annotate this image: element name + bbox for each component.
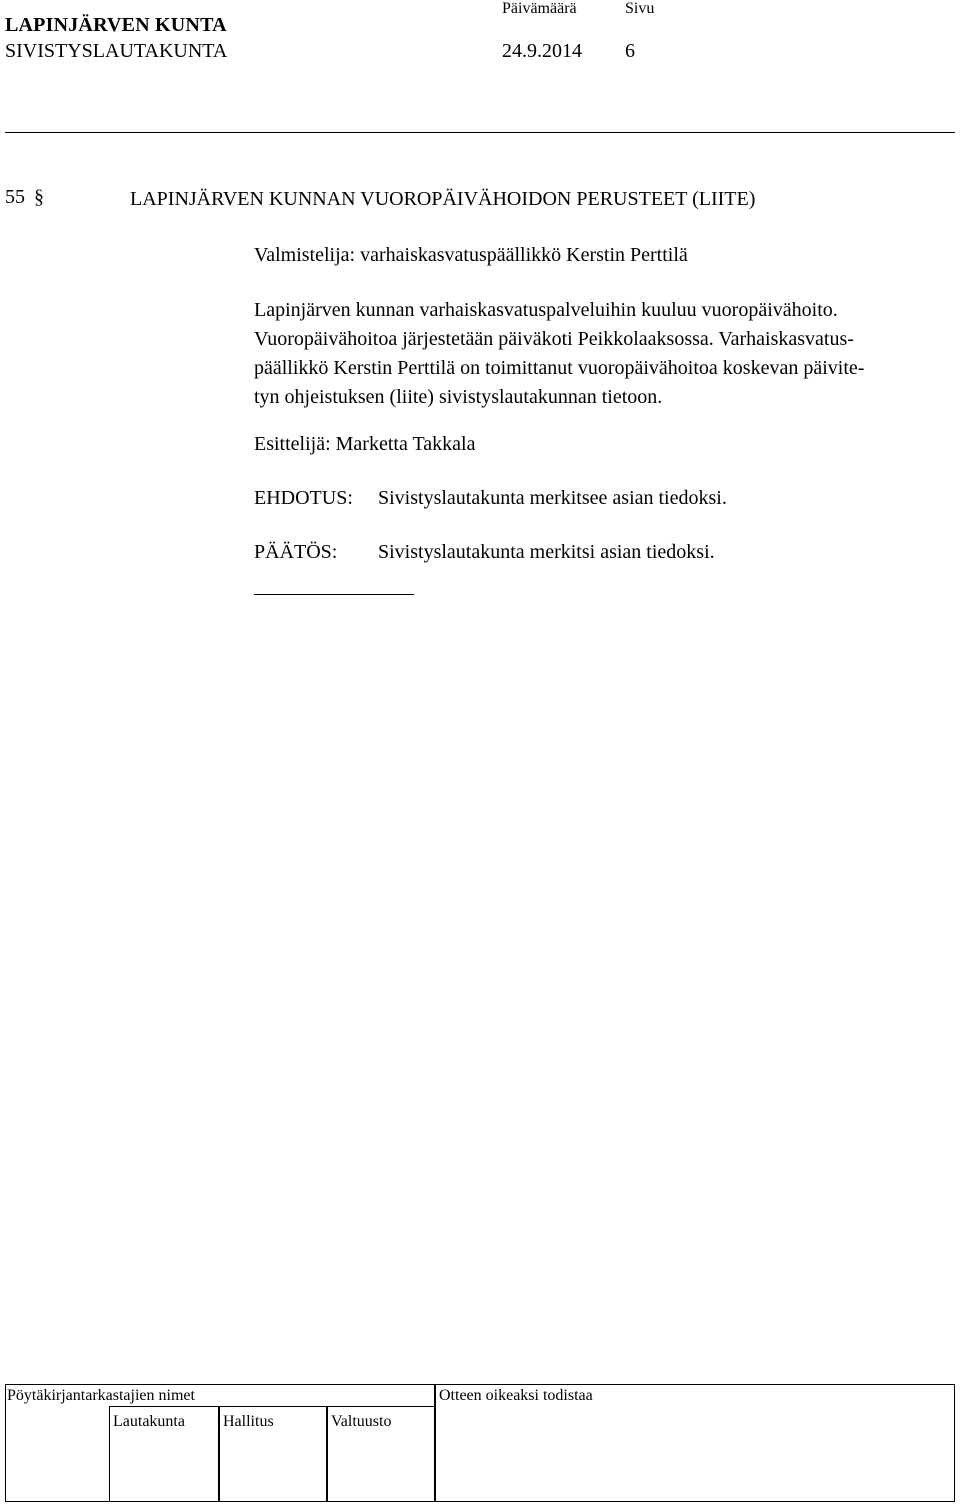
date-label: Päivämäärä	[502, 0, 577, 17]
body-line: Vuoropäivähoitoa järjestetään päiväkoti Peikkolaaksossa. Varhaiskasvatus-	[254, 328, 854, 350]
certified-label: Otteen oikeaksi todistaa	[439, 1387, 593, 1404]
proposal-text: Sivistyslautakunta merkitsee asian tiedoksi.	[378, 487, 727, 509]
section-mark: §	[34, 186, 44, 208]
closing-underline	[254, 594, 414, 595]
column-hallitus-label: Hallitus	[223, 1413, 274, 1430]
date-value: 24.9.2014	[502, 40, 582, 62]
proposal-label: EHDOTUS:	[254, 487, 353, 509]
body-line: tyn ohjeistuksen (liite) sivistyslautakunnan tietoon.	[254, 386, 663, 408]
section-title: LAPINJÄRVEN KUNNAN VUOROPÄIVÄHOIDON PERUSTEET (LIITE)	[130, 188, 756, 210]
section-number: 55	[5, 186, 25, 208]
footer-signature-table	[5, 1384, 955, 1502]
presenter-line: Esittelijä: Marketta Takkala	[254, 433, 476, 455]
page-number: 6	[625, 40, 635, 62]
body-paragraph	[254, 296, 960, 412]
organization-name: LAPINJÄRVEN KUNTA	[5, 14, 227, 36]
column-valtuusto-label: Valtuusto	[331, 1413, 392, 1430]
body-line: Lapinjärven kunnan varhaiskasvatuspalveluihin kuuluu vuoropäivähoito.	[254, 299, 838, 321]
checkers-label: Pöytäkirjantarkastajien nimet	[7, 1387, 195, 1404]
decision-label: PÄÄTÖS:	[254, 541, 338, 563]
organization-unit: SIVISTYSLAUTAKUNTA	[5, 40, 228, 62]
page-label: Sivu	[625, 0, 655, 17]
column-lautakunta-label: Lautakunta	[113, 1413, 185, 1430]
header-divider	[5, 132, 955, 133]
preparer-line: Valmistelija: varhaiskasvatuspäällikkö Kerstin Perttilä	[254, 244, 688, 266]
body-line: päällikkö Kerstin Perttilä on toimittanut vuoropäivähoitoa koskevan päivite-	[254, 357, 865, 379]
decision-text: Sivistyslautakunta merkitsi asian tiedoksi.	[378, 541, 715, 563]
